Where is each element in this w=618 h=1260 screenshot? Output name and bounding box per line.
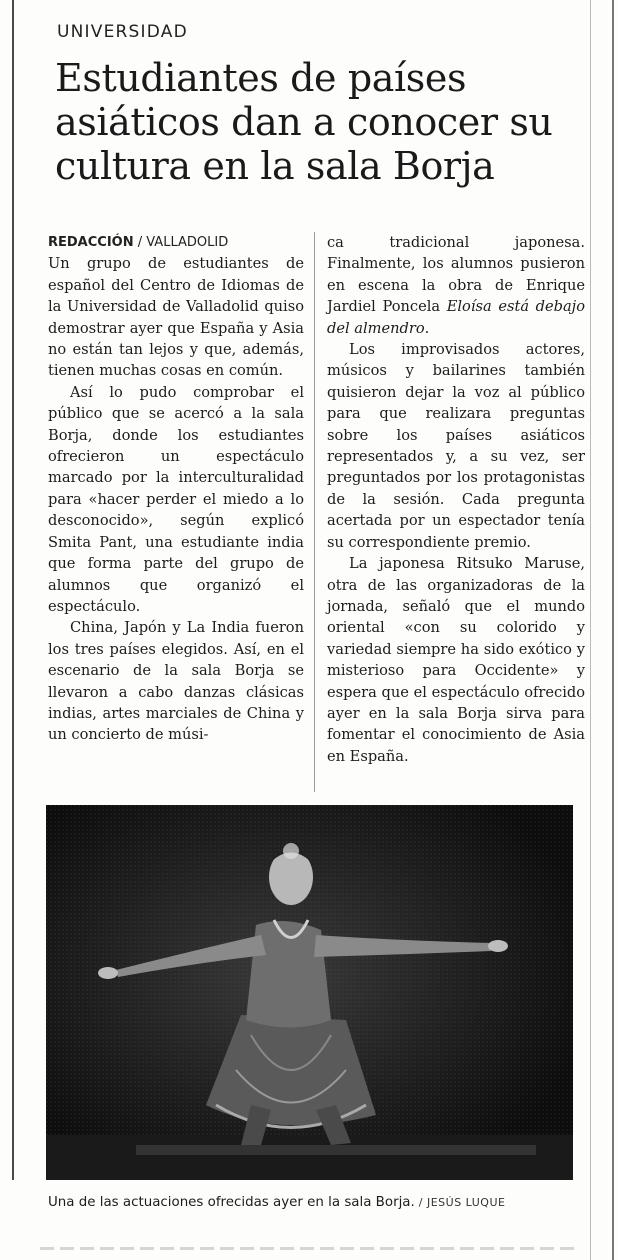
section-label: UNIVERSIDAD [57,22,188,42]
paragraph-text: ca tradicional japonesa. Finalmente, los alumnos pusieron en escena la obra de Enrique Jardiel Poncela [327,234,585,316]
caption-text: Una de las actuaciones ofrecidas ayer en la sala Borja. [48,1195,415,1210]
dancer-photo [46,805,573,1180]
headline: Estudiantes de países asiáticos dan a conocer su cultura en la sala Borja [55,56,553,188]
paragraph: China, Japón y La India fueron los tres países elegidos. Así, en el escenario de la sala Borja se llevaron a cabo danzas clásicas indias, artes marciales de China y un concierto de músi- [48,619,304,744]
paragraph: Los improvisados actores, músicos y bailarines también quisieron dejar la voz al público para que realizara preguntas sobre los países asiáticos representados y, a su vez, ser preguntados por los protagonistas de la sesión. Cada pregunta acertada por un espectador tenía su correspondiente premio. [327,341,585,551]
play-title: Eloísa está debajo del almendro [327,298,585,337]
paragraph-end: . [424,319,430,337]
article-column-left [48,232,304,746]
photo-credit: / JESÚS LUQUE [414,1196,506,1209]
paragraph: La japonesa Ritsuko Maruse, otra de las organizadoras de la jornada, señaló que el mundo oriental «con su colorido y variedad siempre ha sido exótico y misterioso para Occidente» y espera que el espectáculo ofrecido ayer en la sala Borja sirva para fomentar el conocimiento de Asia en España. [327,555,585,765]
scan-edge-right-dark [612,0,614,1260]
scan-edge-right [590,0,591,1260]
paragraph: Así lo pudo comprobar el público que se acercó a la sala Borja, donde los estudiantes ofrecieron un espectáculo marcado por la interculturalidad para «hacer perder el miedo a lo desconocido», según explicó Smita Pant, una estudiante india que forma parte del grupo de alumnos que organizó el espectáculo. [48,383,304,615]
byline-separator: / [133,235,147,250]
article-column-right [327,232,585,767]
scan-edge-left [12,0,14,1180]
paragraph [327,232,585,339]
scan-bottom-artifact [40,1247,580,1250]
byline [48,232,304,253]
dancer-illustration [46,805,573,1180]
byline-author: REDACCIÓN [48,235,134,250]
paragraph: Un grupo de estudiantes de español del Centro de Idiomas de la Universidad de Valladolid quiso demostrar ayer que España y Asia no están tan lejos y que, además, tienen muchas cosas en común. [48,255,304,380]
column-rule [314,232,315,792]
photo-caption [48,1195,505,1210]
byline-place: VALLADOLID [146,235,229,250]
